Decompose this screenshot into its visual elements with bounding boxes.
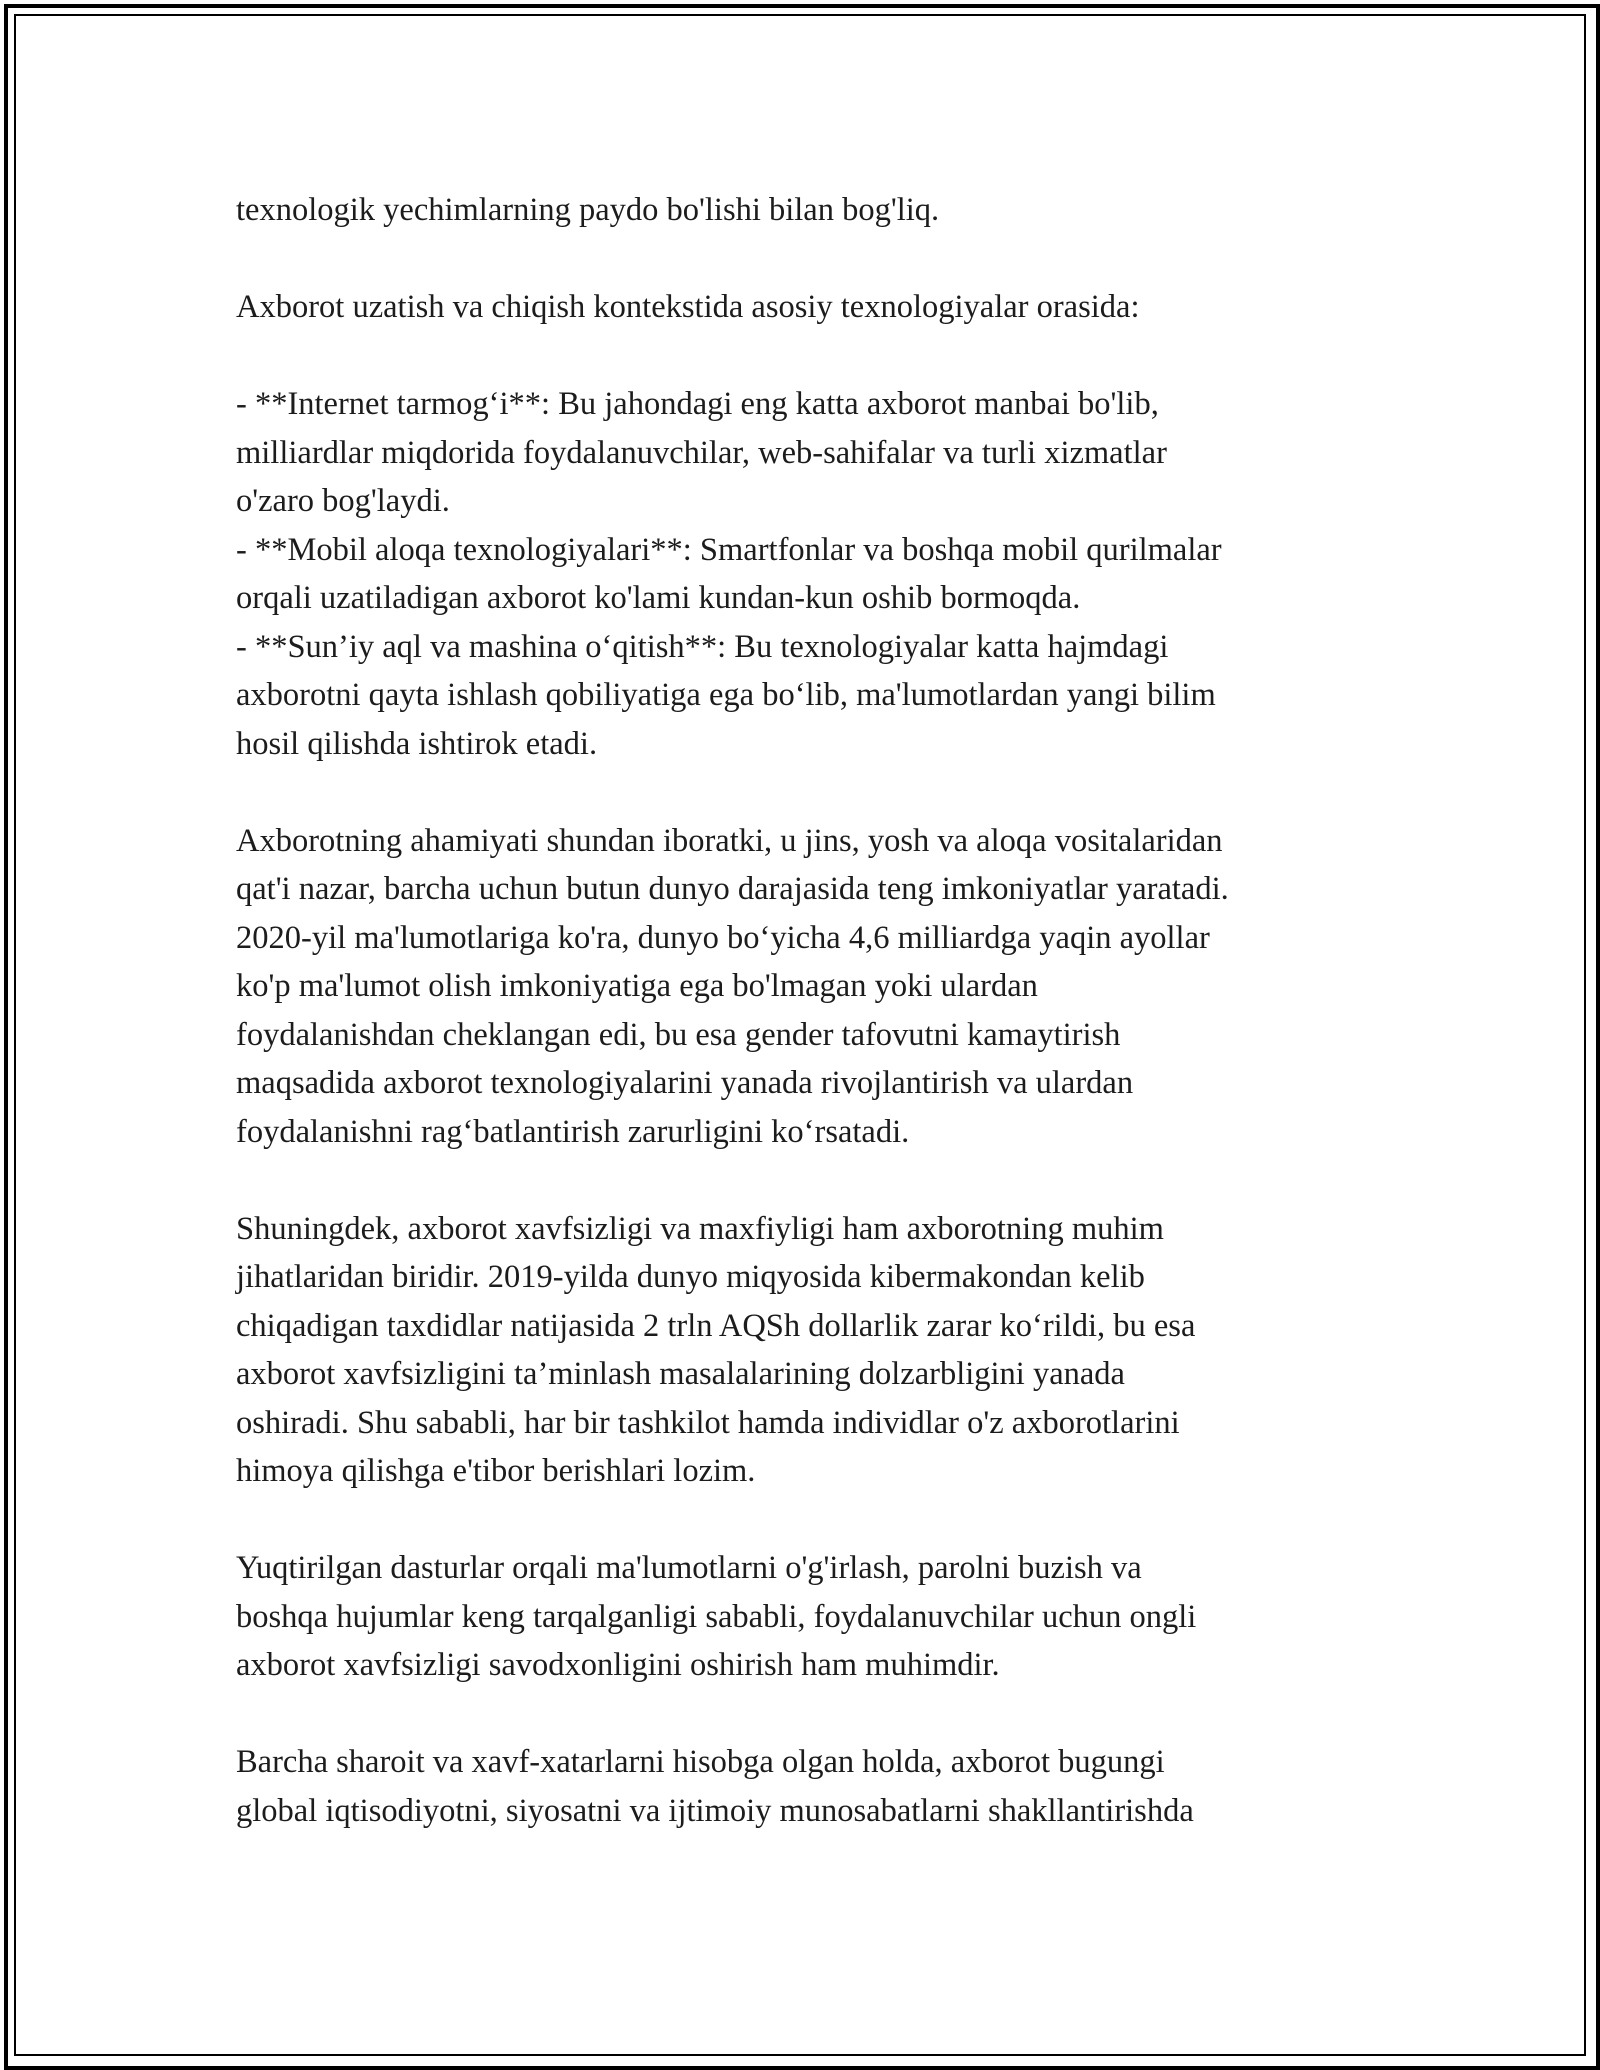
- paragraph-importance: [236, 817, 1416, 1157]
- text-line: foydalanishni rag‘batlantirish zarurligini ko‘rsatadi.: [236, 1113, 910, 1150]
- paragraph-security: [236, 1205, 1416, 1496]
- text-line: ko'p ma'lumot olish imkoniyatiga ega bo'lmagan yoki ulardan: [236, 968, 1038, 1004]
- list-item-mobile: - **Mobil aloqa texnologiyalari**: Smartfonlar va boshqa mobil qurilmalar: [236, 531, 1222, 568]
- text-line: milliardlar miqdorida foydalanuvchilar, web-sahifalar va turli xizmatlar: [236, 434, 1167, 471]
- text-line: Shuningdek, axborot xavfsizligi va maxfiyligi ham axborotning muhim: [236, 1210, 1164, 1247]
- list-item-ai: - **Sun’iy aql va mashina o‘qitish**: Bu texnologiyalar katta hajmdagi: [236, 628, 1169, 665]
- text-line: Axborot uzatish va chiqish kontekstida asosiy texnologiyalar orasida:: [236, 289, 1140, 325]
- text-line: maqsadida axborot texnologiyalarini yanada rivojlantirish va ulardan: [236, 1065, 1134, 1101]
- paragraph-malware: [236, 1544, 1416, 1690]
- text-line: global iqtisodiyotni, siyosatni va ijtimoiy munosabatlarni shakllantirishda: [236, 1792, 1194, 1829]
- text-line: orqali uzatiladigan axborot ko'lami kundan-kun oshib bormoqda.: [236, 580, 1081, 616]
- document-body: [236, 186, 1416, 1835]
- text-line: oshiradi. Shu sababli, har bir tashkilot hamda individlar o'z axborotlarini: [236, 1404, 1180, 1441]
- paragraph-intro-fragment: [236, 186, 1416, 235]
- text-line: o'zaro bog'laydi.: [236, 483, 450, 519]
- text-line: himoya qilishga e'tibor berishlari lozim.: [236, 1453, 756, 1489]
- text-line: chiqadigan taxdidlar natijasida 2 trln AQSh dollarlik zarar ko‘rildi, bu esa: [236, 1307, 1196, 1344]
- paragraph-technology-list: [236, 380, 1416, 768]
- list-item-internet: - **Internet tarmog‘i**: Bu jahondagi eng katta axborot manbai bo'lib,: [236, 386, 1159, 422]
- paragraph-technologies-lead: [236, 283, 1416, 332]
- text-line: boshqa hujumlar keng tarqalganligi sababli, foydalanuvchilar uchun ongli: [236, 1598, 1197, 1635]
- text-line: hosil qilishda ishtirok etadi.: [236, 725, 598, 762]
- text-line: texnologik yechimlarning paydo bo'lishi bilan bog'liq.: [236, 192, 940, 228]
- text-line: qat'i nazar, barcha uchun butun dunyo darajasida teng imkoniyatlar yaratadi.: [236, 871, 1229, 907]
- text-line: Barcha sharoit va xavf-xatarlarni hisobga olgan holda, axborot bugungi: [236, 1744, 1165, 1780]
- text-line: axborot xavfsizligini ta’minlash masalalarining dolzarbligini yanada: [236, 1356, 1125, 1392]
- text-line: axborotni qayta ishlash qobiliyatiga ega bo‘lib, ma'lumotlardan yangi bilim: [236, 677, 1216, 713]
- text-line: Axborotning ahamiyati shundan iboratki, u jins, yosh va aloqa vositalaridan: [236, 822, 1223, 859]
- text-line: axborot xavfsizligi savodxonligini oshirish ham muhimdir.: [236, 1647, 1000, 1683]
- paragraph-conclusion-fragment: [236, 1738, 1416, 1835]
- text-line: Yuqtirilgan dasturlar orqali ma'lumotlarni o'g'irlash, parolni buzish va: [236, 1550, 1142, 1586]
- text-line: 2020-yil ma'lumotlariga ko'ra, dunyo bo‘yicha 4,6 milliardga yaqin ayollar: [236, 919, 1210, 956]
- text-line: jihatlaridan biridir. 2019-yilda dunyo miqyosida kibermakondan kelib: [236, 1259, 1145, 1295]
- text-line: foydalanishdan cheklangan edi, bu esa gender tafovutni kamaytirish: [236, 1016, 1121, 1053]
